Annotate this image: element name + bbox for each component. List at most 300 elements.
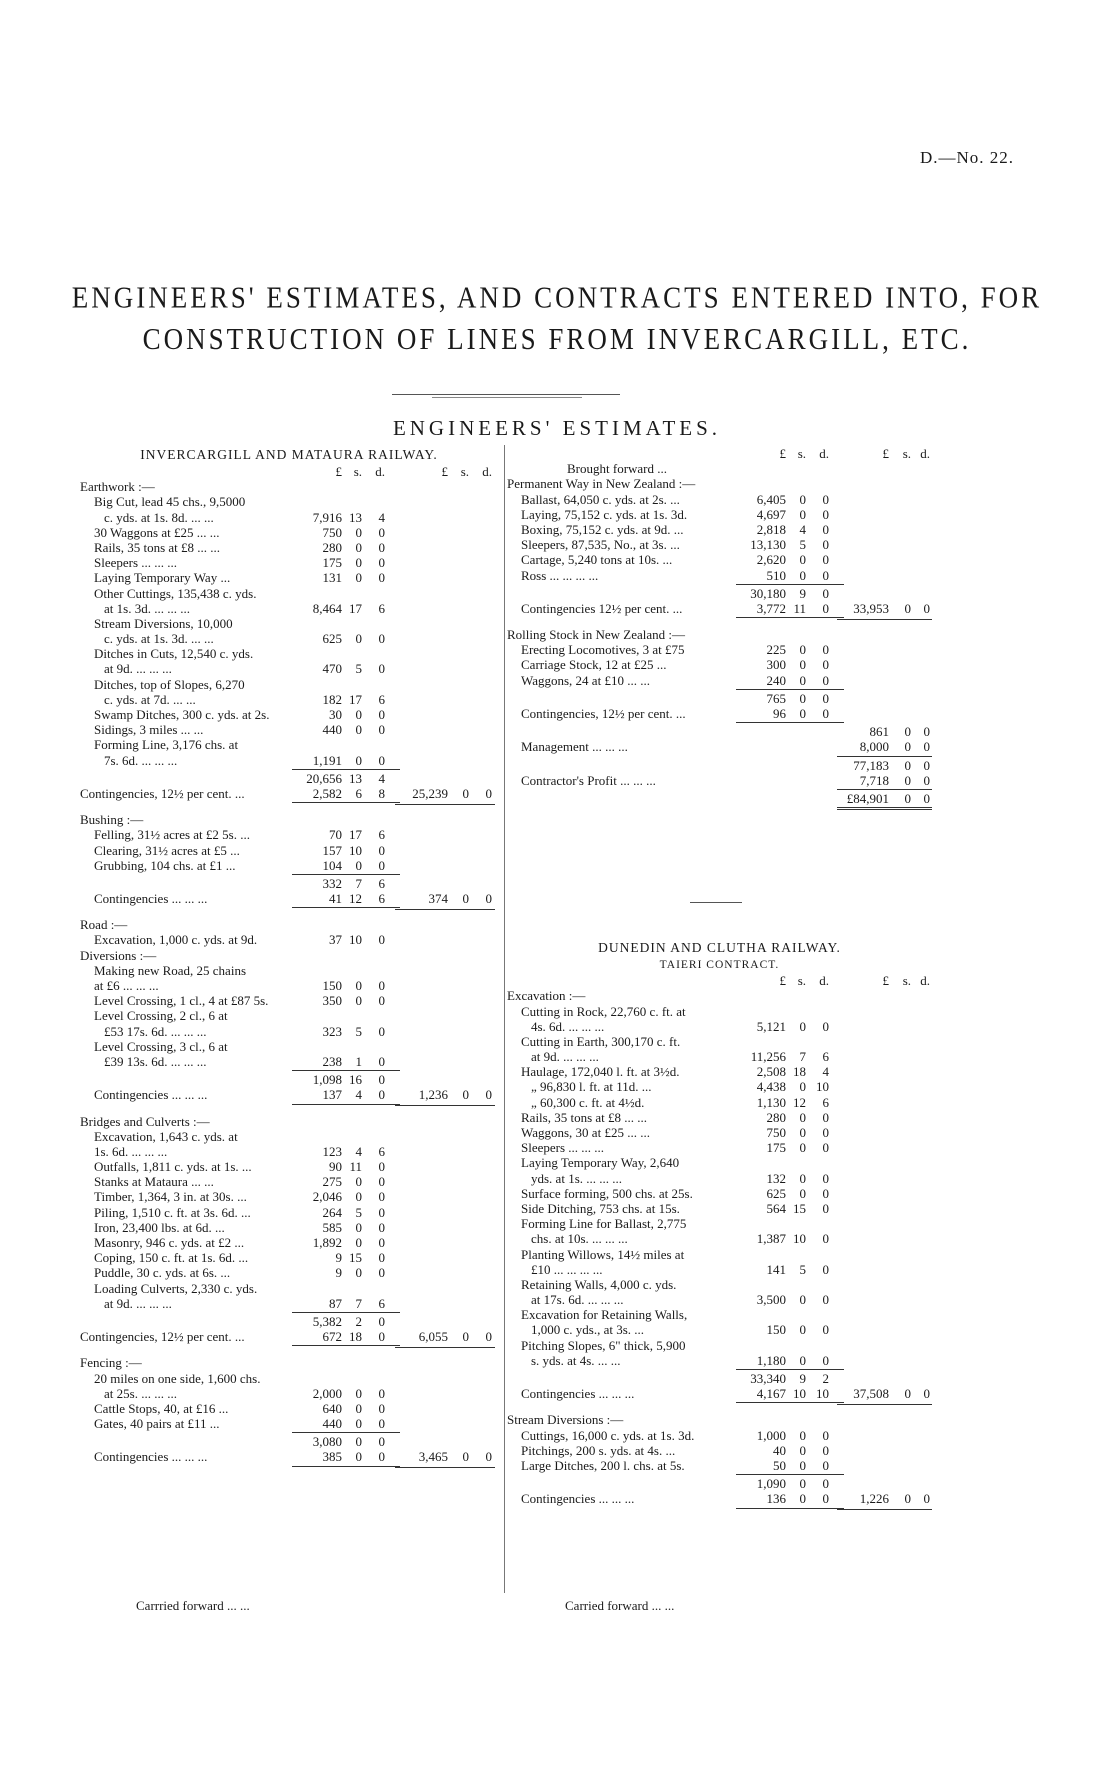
ledger-row (80, 1401, 498, 1416)
col-header-total-shillings: s. (902, 973, 911, 989)
ledger-item-label: 4s. 6d. ... ... ... (531, 1018, 605, 1034)
ledger-row (80, 1235, 498, 1250)
ledger-item-label: Pitching Slopes, 6" thick, 5,900 (521, 1337, 686, 1353)
right-rows-dunedin (507, 988, 932, 1509)
ledger-item-label: at 1s. 3d. ... ... ... (104, 600, 190, 616)
total-shillings: 0 (462, 891, 469, 907)
ledger-row (80, 525, 498, 540)
amount-pounds: 104 (322, 857, 342, 873)
amount-pounds: 131 (322, 570, 342, 586)
amount-pounds: 440 (322, 1416, 342, 1432)
ledger-row (507, 1216, 932, 1231)
ledger-item-label: Cattle Stops, 40, at £16 ... (94, 1400, 229, 1416)
amount-shillings: 4 (355, 1143, 362, 1159)
sum-rule (292, 802, 400, 803)
amount-pounds: 585 (322, 1219, 342, 1235)
amount-pence: 0 (378, 1072, 385, 1088)
spacer (507, 1404, 932, 1412)
amount-pounds: 41 (329, 891, 342, 907)
total-pounds: 33,953 (853, 600, 889, 616)
ledger-item-label: Stream Diversions :— (507, 1412, 624, 1428)
ledger-item-label: s. yds. at 4s. ... ... (531, 1352, 621, 1368)
amount-shillings: 7 (355, 875, 362, 891)
ledger-row (80, 1265, 498, 1280)
ledger-row (80, 843, 498, 858)
ledger-row (80, 1355, 498, 1370)
amount-pounds: 9 (335, 1265, 342, 1281)
amount-pounds: 350 (322, 993, 342, 1009)
spacer (80, 909, 498, 917)
ledger-row (507, 1019, 932, 1034)
total-pounds: 37,508 (853, 1386, 889, 1402)
amount-shillings: 17 (349, 827, 362, 843)
amount-pounds: 2,000 (312, 1385, 342, 1401)
amount-pence: 6 (378, 600, 385, 616)
ledger-row (80, 601, 498, 616)
ledger-item-label: Stream Diversions, 10,000 (94, 615, 233, 631)
ledger-row (507, 1262, 932, 1277)
ledger-row (80, 707, 498, 722)
ledger-row (80, 1449, 498, 1464)
amount-shillings: 0 (355, 1416, 362, 1432)
ledger-row (507, 586, 932, 601)
amount-shillings: 6 (355, 785, 362, 801)
amount-shillings: 11 (793, 600, 806, 616)
amount-shillings: 0 (799, 552, 806, 568)
amount-pounds: 672 (322, 1329, 342, 1345)
ledger-item-label: Outfalls, 1,811 c. yds. at 1s. ... (94, 1159, 252, 1175)
ledger-row (80, 616, 498, 631)
amount-pounds: 90 (329, 1159, 342, 1175)
amount-pounds: 300 (766, 657, 786, 673)
ledger-item-label: Grubbing, 104 chs. at £1 ... (94, 857, 236, 873)
amount-pence: 0 (822, 1292, 829, 1308)
ledger-item-label: at 9d. ... ... ... (104, 661, 172, 677)
ledger-item-label: Pitchings, 200 s. yds. at 4s. ... (521, 1442, 676, 1458)
spacer (80, 1106, 498, 1114)
amount-pence: 0 (822, 1170, 829, 1186)
amount-pence: 0 (378, 1385, 385, 1401)
ledger-row (507, 706, 932, 721)
ledger-item-label: Waggons, 24 at £10 ... ... (521, 672, 650, 688)
amount-pounds: 11,256 (750, 1049, 786, 1065)
rule-row (507, 1507, 932, 1510)
ledger-row (80, 993, 498, 1008)
amount-pence: 0 (378, 993, 385, 1009)
amount-shillings: 0 (799, 491, 806, 507)
total-pence: 0 (485, 1449, 492, 1465)
total-pence: 0 (485, 1329, 492, 1345)
amount-pounds: 9 (335, 1250, 342, 1266)
ledger-row (507, 1277, 932, 1292)
ledger-item-label: Bridges and Culverts :— (80, 1113, 210, 1129)
total-shillings: 0 (904, 772, 911, 788)
amount-shillings: 0 (799, 1185, 806, 1201)
spacer (507, 619, 932, 627)
ledger-item-label: Bushing :— (80, 812, 144, 828)
amount-shillings: 18 (793, 1064, 806, 1080)
amount-pence: 0 (822, 1231, 829, 1247)
amount-pence: 0 (378, 1449, 385, 1465)
ledger-row (507, 507, 932, 522)
total-pounds: £84,901 (846, 790, 889, 806)
amount-shillings: 9 (799, 1371, 806, 1386)
right-heading-dunedin: DUNEDIN AND CLUTHA RAILWAY. (598, 940, 841, 956)
title-rule-inner (432, 397, 582, 398)
amount-pounds: 225 (766, 642, 786, 658)
amount-pounds: 240 (766, 672, 786, 688)
ledger-item-label: Contingencies ... ... ... (94, 1087, 208, 1103)
ledger-item-label: Earthwork :— (80, 479, 155, 495)
amount-shillings: 0 (355, 1219, 362, 1235)
ledger-item-label: Rails, 35 tons at £8 ... ... (94, 539, 221, 555)
ledger-item-label: Erecting Locomotives, 3 at £75 (521, 642, 685, 658)
ledger-item-label: Contingencies ... ... ... (521, 1386, 635, 1402)
ledger-row (507, 724, 932, 739)
amount-pence: 0 (822, 1491, 829, 1507)
amount-pence: 0 (378, 539, 385, 555)
ledger-item-label: Ditches in Cuts, 12,540 c. yds. (94, 646, 254, 662)
ledger-row (507, 1338, 932, 1353)
amount-pence: 0 (378, 1400, 385, 1416)
ledger-item-label: Swamp Ditches, 300 c. yds. at 2s. (94, 707, 270, 722)
ledger-item-label: Retaining Walls, 4,000 c. yds. (521, 1276, 677, 1292)
amount-pounds: 640 (322, 1400, 342, 1416)
amount-shillings: 5 (799, 537, 806, 553)
ledger-item-label: chs. at 10s. ... ... ... (531, 1231, 628, 1247)
total-shillings: 0 (904, 1386, 911, 1402)
rule-row (80, 801, 498, 804)
ledger-item-label: Forming Line for Ballast, 2,775 (521, 1216, 687, 1232)
amount-pounds: 4,438 (756, 1079, 786, 1095)
ledger-item-label: Forming Line, 3,176 chs. at (94, 737, 239, 753)
amount-pounds: 510 (766, 567, 786, 583)
ledger-row (507, 758, 932, 773)
amount-pounds: 37 (329, 932, 342, 948)
amount-pence: 0 (822, 1322, 829, 1338)
amount-shillings: 0 (799, 1442, 806, 1458)
amount-pence: 0 (822, 1261, 829, 1277)
ledger-row (80, 812, 498, 827)
ledger-item-label: Contractor's Profit ... ... ... (521, 772, 656, 788)
amount-shillings: 0 (355, 978, 362, 993)
ledger-row (80, 1144, 498, 1159)
ledger-row (507, 1186, 932, 1201)
ledger-item-label: Sidings, 3 miles ... ... (94, 722, 204, 738)
total-pence: 0 (923, 739, 930, 755)
sum-rule (837, 756, 932, 757)
ledger-item-label: Boxing, 75,152 c. yds. at 9d. ... (521, 521, 684, 537)
amount-shillings: 0 (799, 506, 806, 522)
amount-pounds: 323 (322, 1023, 342, 1039)
ledger-row (507, 1004, 932, 1019)
amount-pounds: 136 (766, 1491, 786, 1507)
total-pounds: 1,226 (859, 1491, 889, 1507)
amount-pence: 0 (822, 537, 829, 553)
col-header-pence: d. (819, 446, 829, 461)
amount-shillings: 0 (355, 539, 362, 555)
amount-pence: 0 (822, 1200, 829, 1216)
left-carried-forward: Carrried forward ... ... (136, 1598, 250, 1613)
ledger-row (507, 1095, 932, 1110)
amount-shillings: 7 (799, 1049, 806, 1065)
amount-pence: 0 (822, 585, 829, 601)
ledger-item-label: Haulage, 172,040 l. ft. at 3½d. (521, 1064, 680, 1080)
amount-pounds: 182 (322, 691, 342, 707)
amount-pence: 4 (378, 770, 385, 786)
col-header-pence: d. (375, 464, 385, 479)
amount-pence: 0 (822, 706, 829, 721)
ledger-row (80, 932, 498, 947)
total-pence: 0 (485, 1087, 492, 1103)
amount-pence: 0 (822, 1476, 829, 1492)
amount-pence: 10 (816, 1079, 829, 1095)
ledger-row (80, 737, 498, 752)
amount-shillings: 0 (799, 1125, 806, 1140)
amount-pounds: 625 (766, 1185, 786, 1201)
amount-pounds: 5,382 (312, 1313, 342, 1329)
sum-rule (292, 874, 400, 875)
amount-shillings: 0 (799, 672, 806, 688)
total-pounds: 8,000 (859, 739, 889, 755)
ledger-row (80, 510, 498, 525)
amount-pence: 0 (822, 1442, 829, 1458)
ledger-item-label: Excavation, 1,643 c. yds. at (94, 1128, 238, 1144)
ledger-item-label: at 9d. ... ... ... (531, 1049, 599, 1065)
amount-shillings: 5 (799, 1261, 806, 1277)
amount-pounds: 1,180 (756, 1352, 786, 1368)
amount-pounds: 30 (329, 707, 342, 722)
ledger-row (507, 1049, 932, 1064)
amount-pence: 0 (378, 570, 385, 586)
ledger-item-label: Laying Temporary Way, 2,640 (521, 1155, 680, 1171)
amount-pence: 0 (378, 1023, 385, 1039)
ledger-row (507, 1201, 932, 1216)
amount-shillings: 0 (355, 631, 362, 647)
ledger-row (80, 677, 498, 692)
amount-pence: 0 (378, 707, 385, 722)
total-pence: 0 (923, 772, 930, 788)
sum-rule (736, 617, 844, 618)
rule-row (507, 616, 932, 619)
amount-pounds: 1,191 (312, 752, 342, 768)
ledger-item-label: Permanent Way in New Zealand :— (507, 476, 696, 492)
amount-pounds: 2,818 (756, 521, 786, 537)
amount-shillings: 0 (355, 1189, 362, 1205)
ledger-item-label: c. yds. at 1s. 3d. ... ... (104, 631, 214, 647)
rule-row (80, 1103, 498, 1106)
ledger-row (80, 1189, 498, 1204)
amount-pence: 0 (822, 552, 829, 568)
amount-pounds: 50 (773, 1457, 786, 1473)
ledger-row (80, 963, 498, 978)
sum-rule (292, 769, 400, 770)
total-shillings: 0 (904, 1491, 911, 1507)
total-pence: 0 (923, 600, 930, 616)
ledger-item-label: Planting Willows, 14½ miles at (521, 1246, 685, 1262)
sum-rule (736, 1474, 844, 1475)
amount-shillings: 0 (799, 657, 806, 673)
amount-pence: 0 (822, 506, 829, 522)
total-shillings: 0 (462, 1329, 469, 1345)
ledger-row (507, 522, 932, 537)
col-header-pence: d. (819, 973, 829, 989)
ledger-row (507, 1140, 932, 1155)
ledger-row (80, 948, 498, 963)
amount-shillings: 4 (355, 1087, 362, 1103)
amount-pence: 6 (378, 691, 385, 707)
ledger-row (80, 661, 498, 676)
amount-pence: 0 (378, 555, 385, 571)
amount-shillings: 0 (799, 1018, 806, 1034)
ledger-row (80, 1159, 498, 1174)
ledger-row (80, 570, 498, 585)
ledger-item-label: Stanks at Mataura ... ... (94, 1174, 214, 1190)
ledger-item-label: £39 13s. 6d. ... ... ... (104, 1053, 207, 1069)
ledger-item-label: Level Crossing, 2 cl., 6 at (94, 1008, 228, 1024)
ledger-item-label: Ditches, top of Slopes, 6,270 (94, 676, 245, 692)
amount-pounds: 750 (322, 524, 342, 540)
col-header-shillings: s. (353, 464, 362, 479)
amount-pounds: 625 (322, 631, 342, 647)
ledger-item-label: Piling, 1,510 c. ft. at 3s. 6d. ... (94, 1204, 251, 1220)
amount-pence: 0 (378, 1174, 385, 1190)
ledger-item-label: Cuttings, 16,000 c. yds. at 1s. 3d. (521, 1427, 695, 1443)
amount-pounds: 96 (773, 706, 786, 721)
ledger-row (507, 1371, 932, 1386)
ledger-item-label: Making new Road, 25 chains (94, 962, 247, 978)
ledger-item-label: Excavation, 1,000 c. yds. at 9d. (94, 932, 258, 948)
ledger-row (507, 1110, 932, 1125)
amount-pounds: 150 (322, 978, 342, 993)
ledger-row (80, 479, 498, 494)
ledger-item-label: Coping, 150 c. ft. at 1s. 6d. ... (94, 1250, 249, 1266)
ledger-item-label: Cutting in Earth, 300,170 c. ft. (521, 1033, 681, 1049)
left-rows (80, 479, 498, 1467)
total-shillings: 0 (462, 1087, 469, 1103)
ledger-item-label: Large Ditches, 200 l. chs. at 5s. (521, 1457, 685, 1473)
amount-shillings: 0 (355, 570, 362, 586)
amount-pounds: 765 (766, 690, 786, 706)
ledger-row (507, 642, 932, 657)
title-rule (392, 394, 620, 395)
page-reference: D.—No. 22. (920, 148, 1015, 167)
amount-pence: 0 (378, 978, 385, 993)
ledger-row (80, 1250, 498, 1265)
total-pounds: 861 (869, 724, 889, 740)
amount-shillings: 0 (355, 1434, 362, 1450)
amount-shillings: 0 (799, 1457, 806, 1473)
left-column (80, 446, 498, 1468)
spacer (507, 809, 932, 939)
sum-rule (292, 1312, 400, 1313)
ledger-item-label: Felling, 31½ acres at £2 5s. ... (94, 827, 250, 843)
amount-pence: 6 (822, 1049, 829, 1065)
amount-shillings: 5 (355, 1023, 362, 1039)
amount-shillings: 10 (793, 1231, 806, 1247)
ledger-item-label: Carriage Stock, 12 at £25 ... (521, 657, 667, 673)
total-pounds: 6,055 (418, 1329, 448, 1345)
amount-pence: 0 (822, 491, 829, 507)
sum-rule (292, 1345, 400, 1346)
amount-shillings: 0 (355, 857, 362, 873)
amount-shillings: 0 (355, 1400, 362, 1416)
amount-pence: 0 (822, 672, 829, 688)
sum-rule (736, 1402, 844, 1403)
amount-shillings: 5 (355, 661, 362, 677)
ledger-item-label: Other Cuttings, 135,438 c. yds. (94, 585, 257, 601)
rule-row (507, 1401, 932, 1404)
total-shillings: 0 (904, 790, 911, 806)
amount-pence: 0 (822, 1427, 829, 1443)
section-title: ENGINEERS' ESTIMATES. (392, 416, 722, 440)
ledger-item-label: „ 96,830 l. ft. at 11d. ... (531, 1079, 652, 1095)
amount-pounds: 157 (322, 842, 342, 858)
left-heading: INVERCARGILL AND MATAURA RAILWAY. (140, 447, 438, 462)
amount-pence: 6 (822, 1094, 829, 1110)
ledger-row (507, 476, 932, 491)
amount-pence: 0 (822, 1140, 829, 1156)
ledger-item-label: 1,000 c. yds., at 3s. ... (531, 1322, 645, 1338)
amount-pounds: 70 (329, 827, 342, 843)
amount-shillings: 0 (799, 1170, 806, 1186)
ledger-row (80, 1087, 498, 1102)
ledger-item-label: Laying, 75,152 c. yds. at 1s. 3d. (521, 506, 688, 522)
sum-rule (736, 722, 844, 723)
col-header-total-shillings: s. (460, 464, 469, 479)
amount-shillings: 2 (355, 1313, 362, 1329)
amount-pounds: 4,697 (756, 506, 786, 522)
amount-shillings: 9 (799, 585, 806, 601)
left-column-headers (80, 464, 498, 479)
amount-pounds: 5,121 (756, 1018, 786, 1034)
rule-row (80, 906, 498, 909)
ledger-row (80, 555, 498, 570)
ledger-item-label: Brought forward ... (567, 461, 668, 477)
amount-shillings: 0 (799, 1352, 806, 1368)
ledger-row (80, 1054, 498, 1069)
ledger-row (507, 627, 932, 642)
section-separator-rule (690, 902, 742, 903)
right-column-headers-2 (507, 973, 932, 988)
amount-pence: 0 (378, 1219, 385, 1235)
amount-pounds: 280 (766, 1109, 786, 1125)
amount-shillings: 0 (355, 752, 362, 768)
ledger-item-label: Big Cut, lead 45 chs., 9,5000 (94, 494, 246, 510)
amount-pounds: 750 (766, 1125, 786, 1140)
total-pounds: 25,239 (412, 785, 448, 801)
amount-pounds: 1,130 (756, 1094, 786, 1110)
ledger-item-label: Contingencies ... ... ... (521, 1491, 635, 1507)
ledger-row (80, 586, 498, 601)
amount-shillings: 13 (349, 509, 362, 525)
amount-pounds: 1,090 (756, 1476, 786, 1492)
amount-shillings: 7 (355, 1295, 362, 1311)
ledger-row (80, 1281, 498, 1296)
amount-pounds: 33,340 (750, 1371, 786, 1386)
amount-shillings: 17 (349, 691, 362, 707)
ledger-item-label: at 25s. ... ... ... (104, 1385, 177, 1401)
ledger-row (80, 631, 498, 646)
ledger-row (507, 1247, 932, 1262)
amount-pence: 10 (816, 1386, 829, 1402)
sum-rule (837, 789, 932, 790)
total-pence: 0 (923, 757, 930, 773)
ledger-item-label: Level Crossing, 3 cl., 6 at (94, 1038, 228, 1054)
ledger-item-label: Diversions :— (80, 947, 157, 963)
amount-pence: 0 (822, 642, 829, 658)
ledger-item-label: Contingencies 12½ per cent. ... (521, 600, 683, 616)
